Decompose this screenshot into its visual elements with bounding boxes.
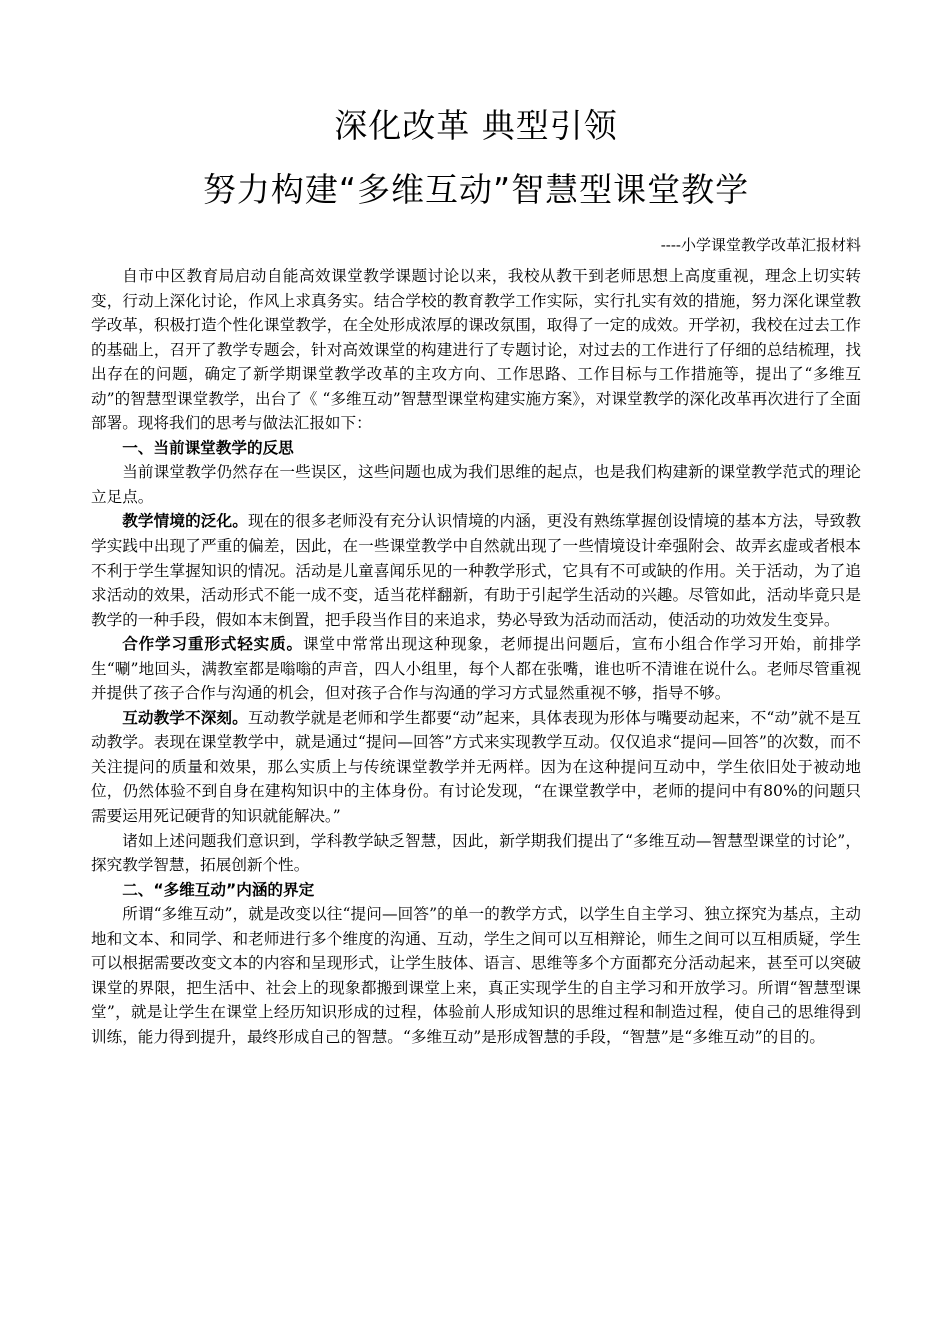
document-body (91, 264, 861, 1050)
paragraph-lead: 合作学习重形式轻实质。 (122, 635, 303, 654)
paragraph-lead: 教学情境的泛化。 (122, 512, 248, 531)
section-1-paragraph-3 (91, 706, 861, 829)
byline: ----小学课堂教学改革汇报材料 (660, 236, 861, 254)
paragraph-text: 课堂中常常出现这种现象，老师提出问题后，宣布小组合作学习开始，前排学生“唰”地回头，满教室都是嗡嗡的声音，四人小组里，每个人都在张嘴，谁也听不清谁在说什么。老师尽管重视并提供了孩子合作与沟通的机会，但对孩子合作与沟通的学习方式显然重视不够，指导不够。 (91, 635, 861, 703)
intro-paragraph: 自市中区教育局启动自能高效课堂教学课题讨论以来，我校从教干到老师思想上高度重视，理念上切实转变，行动上深化讨论，作风上求真务实。结合学校的教育教学工作实际，实行扎实有效的措施，努力深化课堂教学改革，积极打造个性化课堂教学，在全处形成浓厚的课改氛围，取得了一定的成效。开学初，我校在过去工作的基础上，召开了教学专题会，针对高效课堂的构建进行了专题讨论，对过去的工作进行了仔细的总结梳理，找出存在的问题，确定了新学期课堂教学改革的主攻方向、工作思路、工作目标与工作措施等，提出了“多维互动”的智慧型课堂教学，出台了《 “多维互动”智慧型课堂构建实施方案》，对课堂教学的深化改革再次进行了全面部署。现将我们的思考与做法汇报如下： (91, 267, 861, 433)
paragraph-lead: 互动教学不深刻。 (122, 708, 248, 727)
section-1-paragraph-4: 诸如上述问题我们意识到，学科教学缺乏智慧，因此，新学期我们提出了“多维互动—智慧型课堂的讨论”，探究教学智慧，拓展创新个性。 (91, 831, 861, 875)
title-line-2: 努力构建“多维互动”智慧型课堂教学 (202, 170, 750, 209)
paragraph-text: 互动教学就是老师和学生都要“动”起来，具体表现为形体与嘴要动起来，不“动”就不是互动教学。表现在课堂教学中，就是通过“提问—回答”方式来实现教学互动。仅仅追求“提问—回答”的次数，而不关注提问的质量和效果，那么实质上与传统课堂教学并无两样。因为在这种提问互动中，学生依旧处于被动地位，仍然体验不到自身在建构知识中的主体身份。有讨论发现，“在课堂教学中，老师的提问中有80%的问题只需要运用死记硬背的知识就能解决。” (91, 708, 861, 826)
paragraph-text: 现在的很多老师没有充分认识情境的内涵，更没有熟练掌握创设情境的基本方法，导致教学实践中出现了严重的偏差，因此，在一些课堂教学中自然就出现了一些情境设计牵强附会、故弄玄虚或者根本不利于学生掌握知识的情况。活动是儿童喜闻乐见的一种教学形式，它具有不可或缺的作用。关于活动，为了追求活动的效果，活动形式不能一成不变，适当花样翻新，有助于引起学生活动的兴趣。尽管如此，活动毕竟只是教学的一种手段，假如本末倒置，把手段当作目的来追求，势必导致为活动而活动，使活动的功效发生变异。 (91, 512, 861, 629)
title-line-1: 深化改革 典型引领 (334, 106, 618, 145)
section-1-paragraph-2 (91, 632, 861, 706)
section-2-paragraph-1: 所谓“多维互动”，就是改变以往“提问—回答”的单一的教学方式，以学生自主学习、独立探究为基点，主动地和文本、和同学、和老师进行多个维度的沟通、互动，学生之间可以互相辩论，师生之间可以互相质疑，学生可以根据需要改变文本的内容和呈现形式，让学生肢体、语言、思维等多个方面都充分活动起来，甚至可以突破课堂的界限，把生活中、社会上的现象都搬到课堂上来，真正实现学生的自主学习和开放学习。所谓“智慧型课堂”，就是让学生在课堂上经历知识形成的过程，体验前人形成知识的思维过程和制造过程，使自己的思维得到训练，能力得到提升，最终形成自己的智慧。“多维互动”是形成智慧的手段，“智慧”是“多维互动”的目的。 (91, 905, 861, 1046)
section-2-heading: 二、“多维互动”内涵的界定 (122, 880, 315, 899)
section-1-heading: 一、当前课堂教学的反思 (122, 438, 294, 457)
section-1-paragraph-1 (91, 509, 861, 632)
section-1-intro: 当前课堂教学仍然存在一些误区，这些问题也成为我们思维的起点，也是我们构建新的课堂教学范式的理论立足点。 (91, 463, 861, 506)
